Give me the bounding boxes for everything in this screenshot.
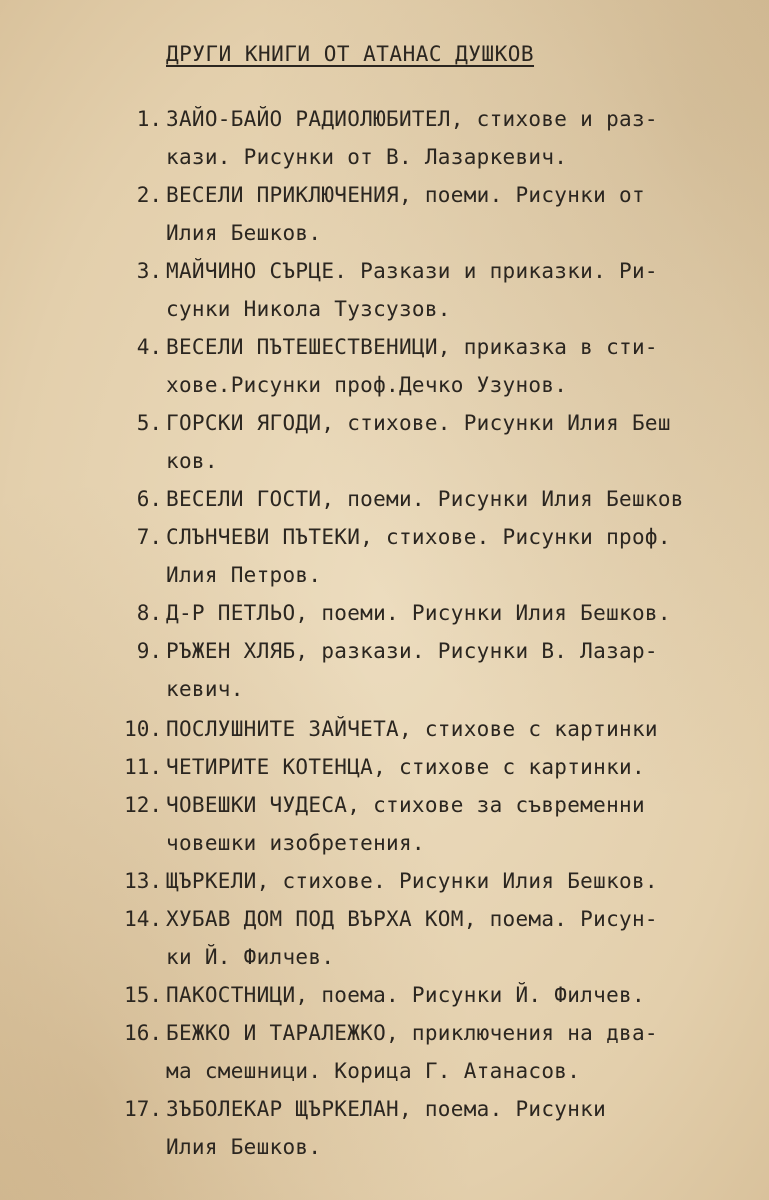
item-text: ГОРСКИ ЯГОДИ, стихове. Рисунки Илия Беш ков. — [166, 411, 671, 473]
item-text: ПОСЛУШНИТЕ ЗАЙЧЕТА, стихове с картинки — [166, 717, 658, 741]
item-number: 4. — [136, 335, 162, 359]
item-number: 9. — [136, 639, 162, 663]
page-title: ДРУГИ КНИГИ ОТ АТАНАС ДУШКОВ — [166, 42, 535, 66]
item-text: ЧЕТИРИТЕ КОТЕНЦА, стихове с картинки. — [166, 755, 645, 779]
item-number: 12. — [124, 793, 162, 817]
item-text: РЪЖЕН ХЛЯБ, разкази. Рисунки В. Лазар- кевич. — [166, 639, 658, 701]
item-number: 14. — [124, 907, 162, 931]
item-number: 10. — [124, 717, 162, 741]
item-number: 1. — [136, 107, 162, 131]
item-text: ЧОВЕШКИ ЧУДЕСА, стихове за съвременни човешки изобретения. — [166, 793, 645, 855]
item-text: ВЕСЕЛИ ПЪТЕШЕСТВЕНИЦИ, приказка в сти- хове.Рисунки проф.Дечко Узунов. — [166, 335, 658, 397]
item-text: ХУБАВ ДОМ ПОД ВЪРХА КОМ, поема. Рисун- ки Й. Филчев. — [166, 907, 658, 969]
item-number: 11. — [124, 755, 162, 779]
item-number: 15. — [124, 983, 162, 1007]
item-number: 7. — [136, 525, 162, 549]
item-text: ВЕСЕЛИ ГОСТИ, поеми. Рисунки Илия Бешков — [166, 487, 684, 511]
item-text: МАЙЧИНО СЪРЦЕ. Разкази и приказки. Ри- сунки Никола Тузсузов. — [166, 259, 658, 321]
item-number: 3. — [136, 259, 162, 283]
item-text: ПАКОСТНИЦИ, поема. Рисунки Й. Филчев. — [166, 983, 645, 1007]
item-number: 16. — [124, 1021, 162, 1045]
item-text: ЩЪРКЕЛИ, стихове. Рисунки Илия Бешков. — [166, 869, 658, 893]
item-number: 8. — [136, 601, 162, 625]
item-text: ЗЪБОЛЕКАР ЩЪРКЕЛАН, поема. Рисунки Илия Бешков. — [166, 1097, 607, 1159]
item-text: БЕЖКО И ТАРАЛЕЖКО, приключения на два- ма смешници. Корица Г. Атанасов. — [166, 1021, 658, 1083]
item-text: Д-Р ПЕТЛЬО, поеми. Рисунки Илия Бешков. — [166, 601, 671, 625]
item-text: ЗАЙО-БАЙО РАДИОЛЮБИТЕЛ, стихове и раз- кази. Рисунки от В. Лазаркевич. — [166, 107, 658, 169]
item-number: 13. — [124, 869, 162, 893]
item-text: СЛЪНЧЕВИ ПЪТЕКИ, стихове. Рисунки проф. Илия Петров. — [166, 525, 671, 587]
item-number: 6. — [136, 487, 162, 511]
item-number: 2. — [136, 183, 162, 207]
item-number: 17. — [124, 1097, 162, 1121]
item-number: 5. — [136, 411, 162, 435]
item-text: ВЕСЕЛИ ПРИКЛЮЧЕНИЯ, поеми. Рисунки от Илия Бешков. — [166, 183, 645, 245]
